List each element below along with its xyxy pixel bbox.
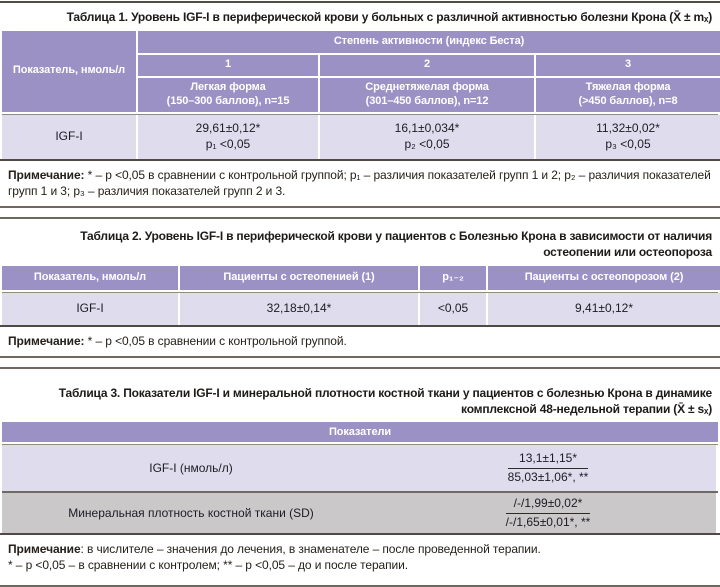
table1-data-row <box>2 114 718 159</box>
table2-title <box>0 222 720 266</box>
table2-header-osteopenia: Пациенты с остеопенией (1) <box>180 266 418 290</box>
table2-header-p: p₁₋₂ <box>420 266 486 290</box>
table3-title-line2: комплексной 48-недельной терапии (X̄ ± sₓ) <box>461 401 712 416</box>
fraction-numerator: /-/1,99±0,02* <box>506 496 591 514</box>
table3-row-bmd <box>2 491 718 533</box>
note-label: Примечание: <box>8 167 85 182</box>
table1-header-activity-group: Степень активности (индекс Беста) <box>138 31 720 53</box>
table3-row-igf <box>2 445 718 491</box>
table1-row-label: IGF-I <box>2 115 136 159</box>
table1-title: Таблица 1. Уровень IGF-I в периферической крови у больных с различной активностью болезни Крона (X̄ ± mₓ) <box>66 10 712 24</box>
note-label: Примечание <box>8 542 81 557</box>
table2-note <box>0 327 720 353</box>
table2-value-p: <0,05 <box>420 293 486 325</box>
value-3-mean: 11,32±0,02* <box>596 121 660 136</box>
form-3-line1: Тяжелая форма <box>585 81 671 94</box>
note-line1-text: : в числителе – значения до лечения, в знаменателе – после проведенной терапии. <box>80 542 541 557</box>
table3 <box>0 422 720 535</box>
table2-header <box>2 266 718 290</box>
table3-header-indicators: Показатели <box>2 422 718 442</box>
form-2-line1: Среднетяжелая форма <box>365 81 489 94</box>
section-separator-2 <box>0 356 720 369</box>
table3-title <box>0 372 720 423</box>
table3-header <box>2 422 718 442</box>
table2-title-line2: остеопении или остеопороза <box>543 244 712 259</box>
table1-header-grade-1: 1 <box>138 55 318 76</box>
form-2-line2: (301–450 баллов), n=12 <box>365 94 489 107</box>
form-3-line2: (>450 баллов), n=8 <box>578 94 678 107</box>
table2-header-indicator: Показатель, нмоль/л <box>2 266 178 290</box>
table1-header-form-2 <box>320 78 534 112</box>
table3-row2-label: Минеральная плотность костной ткани (SD) <box>2 493 380 533</box>
table3-row2-value <box>380 493 716 533</box>
table2 <box>0 266 720 327</box>
value-1-p: p₁ <0,05 <box>205 136 251 151</box>
table1-header <box>2 31 718 112</box>
table1-header-indicator: Показатель, нмоль/л <box>2 31 136 112</box>
table1-header-grade-3: 3 <box>536 55 720 76</box>
value-1-mean: 29,61±0,12* <box>195 121 261 136</box>
table1 <box>0 31 720 161</box>
table2-header-osteoporosis: Пациенты с остеопорозом (2) <box>488 266 720 290</box>
section-separator-1 <box>0 206 720 219</box>
note-line2: * – р <0,05 – в сравнении с контролем; ** – р <0,05 – до и после терапии. <box>8 558 408 573</box>
fraction-denominator: /-/1,65±0,01*, ** <box>505 514 591 529</box>
note-text: * – р <0,05 в сравнении с контрольной группой. <box>84 333 347 348</box>
table3-body <box>2 444 718 533</box>
note-text: * – р <0,05 в сравнении с контрольной группой; р₁ – различия показателей групп 1 и 2; р₂ – различия показателей групп 1 и 3; р₃ – различия показателей групп 2 и 3. <box>8 167 711 198</box>
fraction-igf <box>508 451 589 485</box>
value-3-p: p₃ <0,05 <box>605 136 651 151</box>
fraction-numerator: 13,1±1,15* <box>508 451 589 469</box>
value-2-mean: 16,1±0,034* <box>394 121 460 136</box>
table1-value-2 <box>320 115 534 159</box>
table1-value-3 <box>536 115 720 159</box>
table2-value-osteoporosis: 9,41±0,12* <box>488 293 720 325</box>
table3-note <box>0 535 720 577</box>
value-2-p: p₂ <0,05 <box>404 136 450 151</box>
note-line1 <box>8 541 712 557</box>
bottom-divider <box>0 585 720 587</box>
fraction-denominator: 85,03±1,06*, ** <box>507 469 589 484</box>
form-1-line2: (150–300 баллов), n=15 <box>166 94 290 107</box>
fraction-bmd <box>506 496 591 530</box>
table2-row-label: IGF-I <box>2 293 178 325</box>
table1-header-form-1 <box>138 78 318 112</box>
table1-note <box>0 161 720 203</box>
note-label: Примечание: <box>8 333 85 348</box>
table1-value-1 <box>138 115 318 159</box>
table3-title-line1: Таблица 3. Показатели IGF-I и минеральной плотности костной ткани у пациентов с болезнью Крона в динамике <box>58 385 712 400</box>
table1-header-form-3 <box>536 78 720 112</box>
table2-data-row <box>2 292 718 325</box>
table1-header-grade-2: 2 <box>320 55 534 76</box>
table3-row1-label: IGF-I (нмоль/л) <box>2 445 380 491</box>
table2-value-osteopenia: 32,18±0,14* <box>180 293 418 325</box>
table2-title-line1: Таблица 2. Уровень IGF-I в периферической крови у пациентов с Болезнью Крона в зависимости от наличия <box>80 228 712 243</box>
table3-row1-value <box>380 445 716 491</box>
form-1-line1: Легкая форма <box>190 81 266 94</box>
